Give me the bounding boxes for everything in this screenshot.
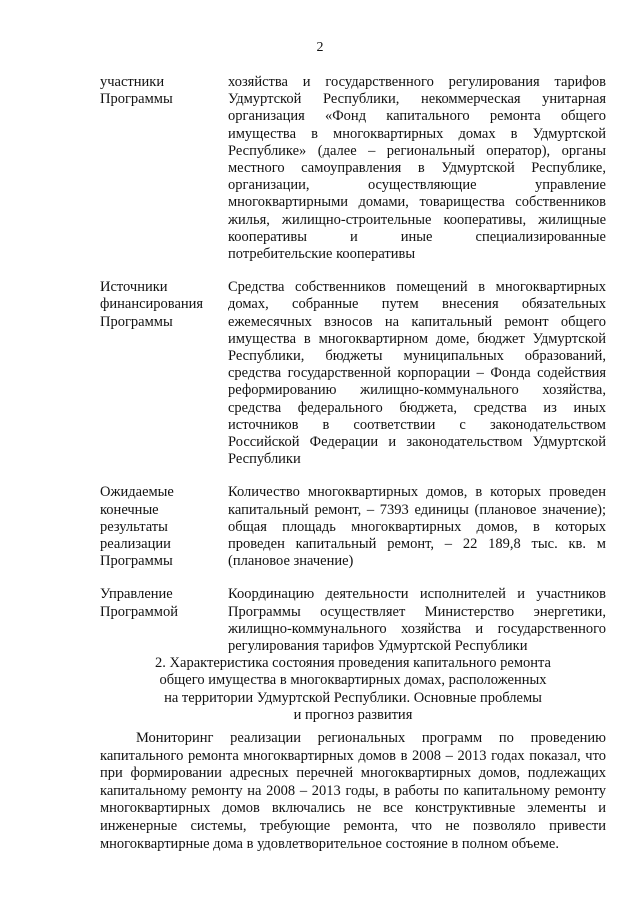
label-line: Программы bbox=[100, 91, 173, 108]
value-line: проведен капитальный ремонт, – 22 189,8 тыс. кв. м bbox=[228, 536, 606, 553]
value-line: Республике» (далее – региональный оператор), органы bbox=[228, 142, 606, 159]
passport-label-results bbox=[100, 484, 228, 570]
label-line: реализации bbox=[100, 536, 171, 553]
label-line: Источники bbox=[100, 279, 168, 296]
page-number: 2 bbox=[316, 40, 324, 55]
value-line: кооперативы и иные специализированные bbox=[228, 228, 606, 245]
value-line: общая площадь многоквартирных домов, в которых bbox=[228, 518, 606, 535]
passport-row-participants bbox=[100, 74, 606, 263]
value-line: организации, осуществляющие управление bbox=[228, 177, 606, 194]
passport-value-funding bbox=[228, 279, 606, 468]
value-line: домах, собранные путем внесения обязательных bbox=[228, 296, 606, 313]
value-line: (плановое значение) bbox=[228, 553, 354, 570]
label-line: Программой bbox=[100, 603, 178, 620]
program-passport-table bbox=[100, 74, 606, 671]
value-line: организация «Фонд капитального ремонта общего bbox=[228, 108, 606, 125]
heading-line: на территории Удмуртской Республики. Основные проблемы bbox=[164, 689, 542, 706]
passport-value-results bbox=[228, 484, 606, 570]
passport-row-management bbox=[100, 586, 606, 655]
value-line: Республики bbox=[228, 451, 301, 468]
body-line: капитального ремонта многоквартирных домов в 2008 – 2013 годах показал, что bbox=[100, 747, 606, 764]
label-line: Ожидаемые bbox=[100, 484, 174, 501]
body-line: Мониторинг реализации региональных программ по проведению bbox=[136, 730, 606, 746]
body-line: капитальному ремонту на 2008 – 2013 годы, в работы по капитальному ремонту bbox=[100, 782, 606, 799]
value-line: Республики, бюджеты муниципальных образований, bbox=[228, 348, 606, 365]
heading-line: и прогноз развития bbox=[293, 707, 413, 724]
value-line: ежемесячных взносов на капитальный ремонт общего bbox=[228, 313, 606, 330]
value-line: Количество многоквартирных домов, в которых проведен bbox=[228, 484, 606, 501]
passport-value-participants bbox=[228, 74, 606, 263]
passport-label-participants bbox=[100, 74, 228, 263]
value-line: многоквартирными домами, товарищества собственников bbox=[228, 194, 606, 211]
body-line: многоквартирных домов включались не все конструктивные элементы и bbox=[100, 800, 606, 817]
heading-line: 2. Характеристика состояния проведения капитального ремонта bbox=[155, 655, 551, 671]
value-line: капитальный ремонт, – 7393 единицы (плановое значение); bbox=[228, 501, 606, 518]
label-line: Программы bbox=[100, 553, 173, 570]
value-line: имущества в многоквартирном доме, бюджет Удмуртской bbox=[228, 330, 606, 347]
passport-row-funding bbox=[100, 279, 606, 468]
value-line: регулирования тарифов Удмуртской Республики bbox=[228, 638, 528, 655]
body-line: многоквартирные дома в удовлетворительное состояние в полном объеме. bbox=[100, 835, 559, 852]
value-line: Российской Федерации и законодательством Удмуртской bbox=[228, 434, 606, 451]
passport-value-management bbox=[228, 586, 606, 655]
label-line: Программы bbox=[100, 313, 173, 330]
value-line: источников в соответствии с законодательством bbox=[228, 416, 606, 433]
value-line: жилищно-коммунального хозяйства и государственного bbox=[228, 620, 606, 637]
label-line: Управление bbox=[100, 586, 173, 603]
value-line: средства государственной корпорации – Фонда содействия bbox=[228, 365, 606, 382]
body-paragraph bbox=[100, 730, 606, 853]
value-line: Координацию деятельности исполнителей и участников bbox=[228, 586, 606, 603]
value-line: жилья, жилищно-строительные кооперативы, жилищные bbox=[228, 211, 606, 228]
label-line: участники bbox=[100, 74, 165, 90]
label-line: результаты bbox=[100, 518, 168, 535]
value-line: реформированию жилищно-коммунального хозяйства, bbox=[228, 382, 606, 399]
heading-line: общего имущества в многоквартирных домах, расположенных bbox=[159, 672, 547, 689]
value-line: Средства собственников помещений в многоквартирных bbox=[228, 279, 606, 296]
label-line: конечные bbox=[100, 501, 159, 518]
body-line: при формировании адресных перечней многоквартирных домов, подлежащих bbox=[100, 765, 606, 782]
body-line: инженерные системы, требующие ремонта, что не позволяло привести bbox=[100, 817, 606, 834]
value-line: имущества в многоквартирных домах в Удмуртской bbox=[228, 125, 606, 142]
passport-label-funding bbox=[100, 279, 228, 468]
value-line: хозяйства и государственного регулирования тарифов bbox=[228, 74, 606, 90]
passport-row-results bbox=[100, 484, 606, 570]
label-line: финансирования bbox=[100, 296, 204, 313]
value-line: Программы осуществляет Министерство энергетики, bbox=[228, 603, 606, 620]
value-line: потребительские кооперативы bbox=[228, 246, 416, 263]
section-heading bbox=[100, 655, 606, 725]
value-line: средства федерального бюджета, средства из иных bbox=[228, 399, 606, 416]
passport-label-management bbox=[100, 586, 228, 655]
value-line: Удмуртской Республики, некоммерческая унитарная bbox=[228, 91, 606, 108]
value-line: местного самоуправления в Удмуртской Республике, bbox=[228, 160, 606, 177]
